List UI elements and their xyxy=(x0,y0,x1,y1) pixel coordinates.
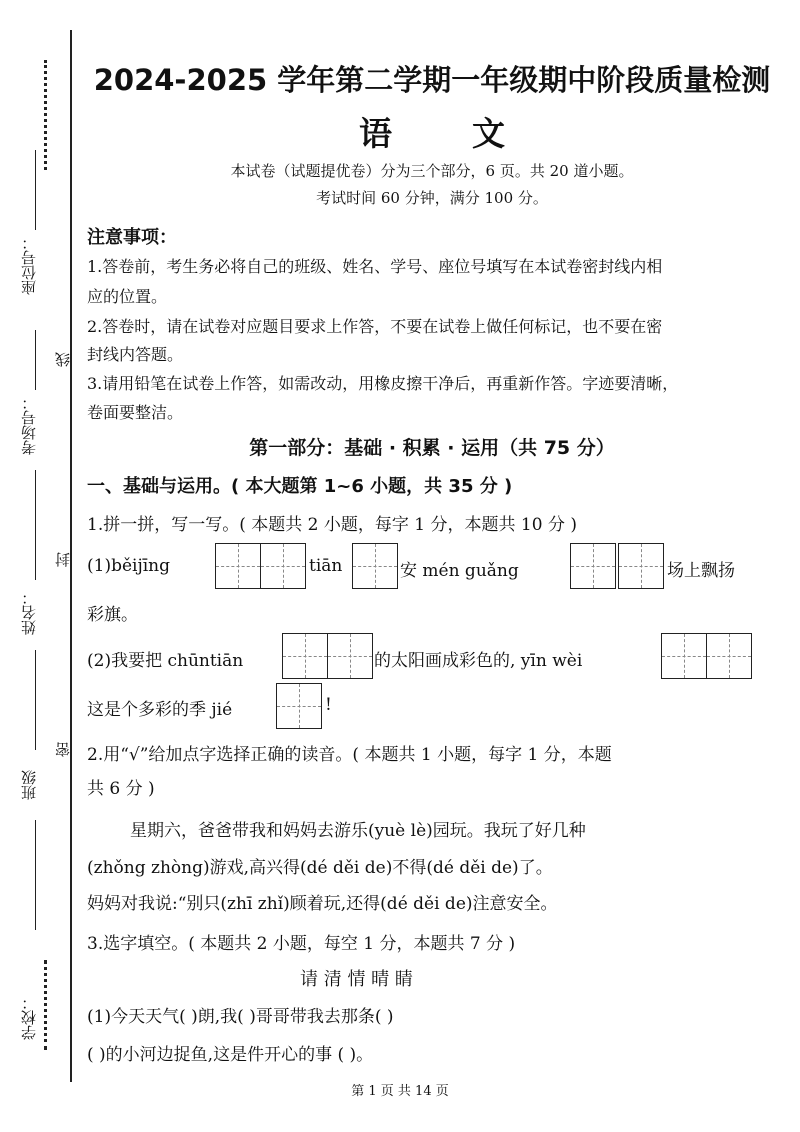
q3-stem: 3.选字填空。( 本题共 2 小题，每空 1 分，本题共 7 分 ) xyxy=(87,934,516,954)
q2-stem-a: 2.用“√”给加点字选择正确的读音。( 本题共 1 小题，每字 1 分，本题 xyxy=(87,745,612,765)
fill-line xyxy=(35,470,36,580)
notice-item: 封线内答题。 xyxy=(87,345,184,364)
q1-stem: 1.拼一拼，写一写。( 本题共 2 小题，每字 1 分，本题共 10 分 ) xyxy=(87,515,577,535)
seal-char-feng: 封 xyxy=(54,552,72,567)
exam-title: 2024-2025 学年第二学期一年级期中阶段质量检测 xyxy=(93,63,771,97)
q1-s1-text-d: 场上飘扬 xyxy=(667,561,735,581)
q1-s2-text-d: ! xyxy=(325,695,332,715)
q1-s2-text-b: 的太阳画成彩色的, yīn wèi xyxy=(374,651,583,671)
q3-choices: 请 清 情 晴 睛 xyxy=(300,969,413,990)
q2-stem-b: 共 6 分 ) xyxy=(87,779,155,799)
intro-line-2: 考试时间 60 分钟，满分 100 分。 xyxy=(316,189,548,207)
answer-grid[interactable] xyxy=(276,683,322,729)
class-label: 班级 xyxy=(20,770,38,800)
seal-char-mi: 密 xyxy=(54,742,72,757)
section1-heading: 一、基础与运用。( 本大题第 1~6 小题，共 35 分 ) xyxy=(87,476,513,497)
q1-s2-text-a: (2)我要把 chūntiān xyxy=(87,651,244,671)
seal-char-xian: 线 xyxy=(54,352,72,367)
dotted-line xyxy=(44,960,55,1050)
answer-grid[interactable] xyxy=(661,633,752,679)
q1-s1-text-c: 安 mén guǎng xyxy=(400,561,519,581)
notice-item: 2.答卷时，请在试卷对应题目要求上作答，不要在试卷上做任何标记，也不要在密 xyxy=(87,317,663,336)
fill-line xyxy=(35,650,36,750)
seat-label: 座位号： xyxy=(20,235,38,295)
q3-line-1: (1)今天天气( )朗,我( )哥哥带我去那条( ) xyxy=(87,1007,394,1027)
fill-line xyxy=(35,820,36,930)
part1-heading: 第一部分：基础 · 积累 · 运用（共 75 分） xyxy=(249,437,615,459)
notice-heading: 注意事项： xyxy=(87,227,177,248)
q1-s1-pinyin-b: tiān xyxy=(309,556,343,576)
q1-s2-text-c: 这是个多彩的季 jié xyxy=(87,700,233,720)
q3-line-2: ( )的小河边捉鱼,这是件开心的事 ( )。 xyxy=(87,1045,374,1065)
answer-grid[interactable] xyxy=(352,543,398,589)
fill-line xyxy=(35,150,36,230)
answer-grid[interactable] xyxy=(282,633,373,679)
name-label: 姓名： xyxy=(20,590,38,635)
fill-line xyxy=(35,330,36,390)
q1-s1-text-e: 彩旗。 xyxy=(87,605,138,625)
notice-item: 应的位置。 xyxy=(87,287,168,306)
dotted-line xyxy=(44,60,55,170)
q1-s1-pinyin-a: (1)běijīng xyxy=(87,556,170,576)
subject-title: 语文 xyxy=(359,114,585,153)
page-footer: 第 1 页 共 14 页 xyxy=(351,1084,449,1099)
notice-item: 1.答卷前，考生务必将自己的班级、姓名、学号、座位号填写在本试卷密封线内相 xyxy=(87,257,663,276)
school-label: 学校： xyxy=(20,995,38,1040)
q2-line-3: 妈妈对我说:“别只(zhī zhǐ)顾着玩,还得(dé děi de)注意安全。 xyxy=(87,894,558,914)
answer-grid[interactable] xyxy=(618,543,664,589)
q2-line-2: (zhǒng zhòng)游戏,高兴得(dé děi de)不得(dé děi de)了。 xyxy=(87,858,553,878)
intro-line-1: 本试卷（试题提优卷）分为三个部分，6 页。共 20 道小题。 xyxy=(230,162,634,180)
answer-grid[interactable] xyxy=(570,543,616,589)
exam-room-label: 考场号： xyxy=(20,395,38,455)
notice-item: 卷面要整洁。 xyxy=(87,403,184,422)
answer-grid[interactable] xyxy=(215,543,306,589)
notice-item: 3.请用铅笔在试卷上作答，如需改动，用橡皮擦干净后，再重新作答。字迹要清晰， xyxy=(87,374,679,393)
q2-line-1: 星期六，爸爸带我和妈妈去游乐(yuè lè)园玩。我玩了好几种 xyxy=(130,821,586,841)
